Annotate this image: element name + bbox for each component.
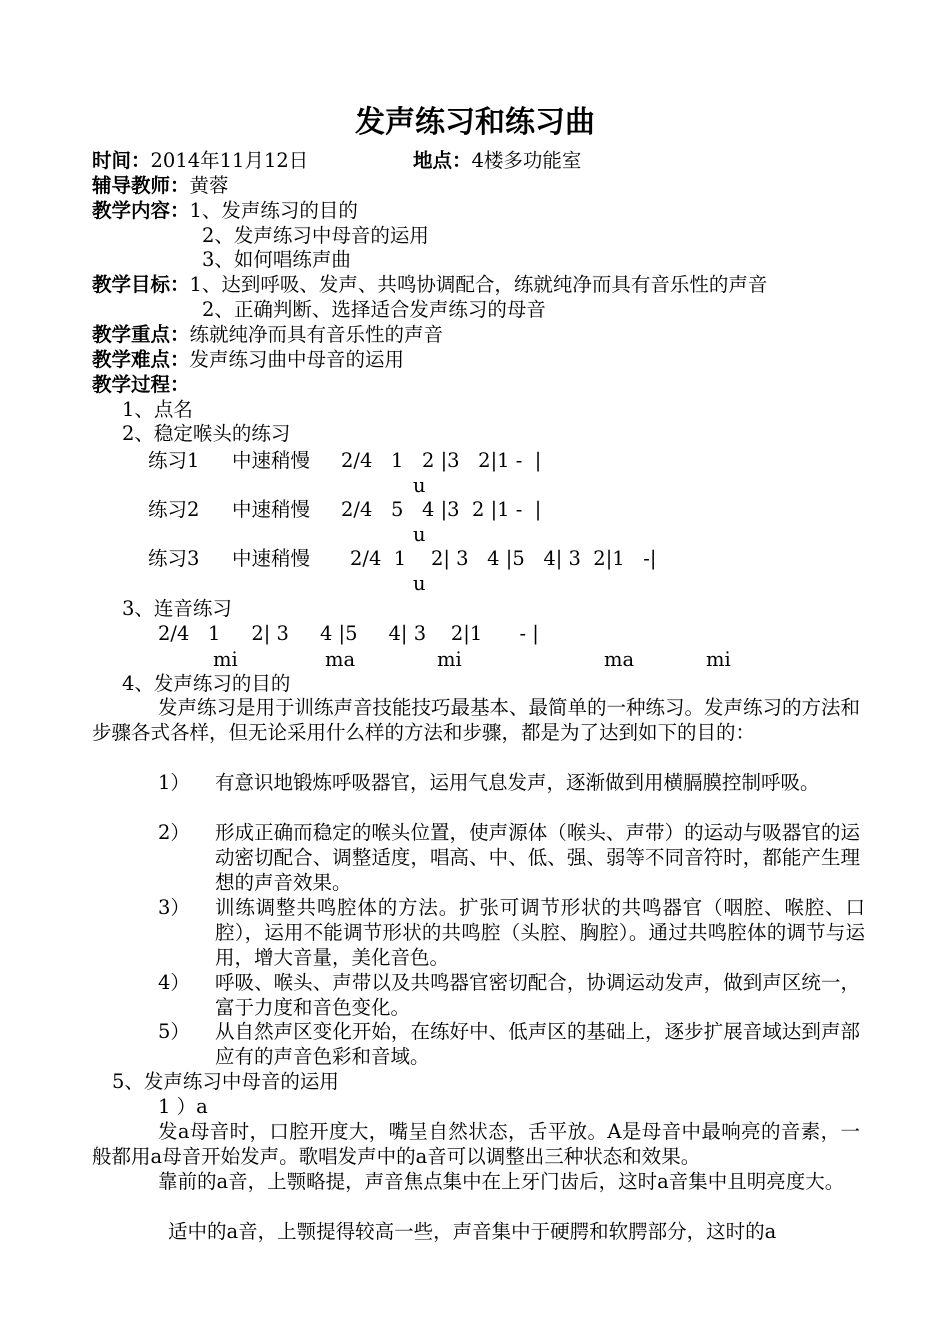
exercise-1-name: 练习1 (148, 449, 200, 472)
process-label: 教学过程： (92, 373, 190, 396)
exercise-3-syllable: u (413, 572, 426, 595)
exercise-2-notes: 2/4 5 4 |3 2 |1 - | (341, 498, 542, 521)
content-item: 3、如何唱练声曲 (202, 248, 351, 271)
purpose-text: 训练调整共鸣腔体的方法。扩张可调节形状的共鸣器官（咽腔、喉腔、口腔），运用不能调节形状的共鸣腔（头腔、胸腔）。通过共鸣腔体的调节与运用，增大音量，美化音色。 (215, 896, 865, 969)
purpose-intro: 发声练习是用于训练声音技能技巧最基本、最简单的一种练习。发声练习的方法和步骤各式各样，但无论采用什么样的方法和步骤，都是为了达到如下的目的： (92, 696, 861, 744)
vowel-a-title: 1 ）a (158, 1095, 208, 1118)
place-label: 地点： (413, 149, 472, 172)
step-3: 3、连音练习 (122, 597, 232, 620)
time-row (92, 149, 308, 173)
vowel-a-paragraph: 发a母音时，口腔开度大，嘴呈自然状态，舌平放。A是母音中最响亮的音素，一般都用a母音开始发声。歌唱发声中的a音可以调整出三种状态和效果。 (92, 1120, 860, 1168)
step-2: 2、稳定喉头的练习 (122, 422, 291, 445)
legato-syllable: mi (213, 648, 238, 671)
legato-syllable: ma (604, 648, 635, 671)
purpose-text: 形成正确而稳定的喉头位置，使声源体（喉头、声带）的运动与吸器官的运动密切配合、调整适度，唱高、中、低、强、弱等不同音符时，都能产生理想的声音效果。 (215, 821, 860, 894)
content-item: 2、发声练习中母音的运用 (202, 224, 429, 247)
difficulty-value: 发声练习曲中母音的运用 (189, 348, 405, 371)
difficulty-row (92, 348, 404, 372)
purpose-text: 有意识地锻炼呼吸器官，运用气息发声，逐渐做到用横膈膜控制呼吸。 (215, 771, 820, 794)
content-item: 1、发声练习的目的 (189, 199, 358, 222)
goal-row (92, 273, 767, 297)
vowel-a-paragraph: 靠前的a音，上颚略提，声音焦点集中在上牙门齿后，这时a音集中且明亮度大。 (158, 1170, 845, 1193)
purpose-text: 呼吸、喉头、声带以及共鸣器官密切配合，协调运动发声，做到声区统一， 富于力度和音色变化。 (215, 971, 860, 1019)
exercise-3-notes: 2/4 1 2| 3 4 |5 4| 3 2|1 -| (350, 547, 657, 570)
exercise-2-syllable: u (413, 523, 426, 546)
legato-syllable: ma (325, 648, 356, 671)
goal-label: 教学目标： (92, 273, 190, 296)
goal-item: 1、达到呼吸、发声、共鸣协调配合，练就纯净而具有音乐性的声音 (189, 273, 768, 296)
goal-item: 2、正确判断、选择适合发声练习的母音 (202, 298, 546, 321)
focus-label: 教学重点： (92, 323, 190, 346)
purpose-num: 4） (158, 971, 190, 994)
purpose-num: 5） (158, 1020, 190, 1043)
place-value: 4楼多功能室 (471, 149, 582, 172)
exercise-3-name: 练习3 (148, 547, 200, 570)
time-value: 2014年11月12日 (150, 149, 309, 172)
purpose-text: 从自然声区变化开始，在练好中、低声区的基础上，逐步扩展音域达到声部应有的声音色彩和音域。 (215, 1020, 860, 1068)
exercise-3-tempo: 中速稍慢 (232, 547, 311, 570)
legato-notes: 2/4 1 2| 3 4 |5 4| 3 2|1 - | (158, 622, 539, 645)
exercise-1-syllable: u (413, 474, 426, 497)
difficulty-label: 教学难点： (92, 348, 190, 371)
legato-syllable: mi (437, 648, 462, 671)
page-title: 发声练习和练习曲 (355, 105, 595, 140)
purpose-num: 2） (158, 821, 190, 844)
step-5: 5、发声练习中母音的运用 (112, 1070, 339, 1093)
focus-row (92, 323, 443, 347)
purpose-num: 1） (158, 771, 190, 794)
vowel-a-paragraph: 适中的a音，上颚提得较高一些，声音集中于硬腭和软腭部分，这时的a (168, 1220, 777, 1243)
teacher-row (92, 174, 229, 198)
content-row (92, 199, 358, 223)
step-1: 1、点名 (122, 398, 193, 421)
exercise-2-tempo: 中速稍慢 (232, 498, 311, 521)
place-row (413, 149, 581, 173)
exercise-1-tempo: 中速稍慢 (232, 449, 311, 472)
step-4: 4、发声练习的目的 (122, 672, 291, 695)
purpose-num: 3） (158, 896, 190, 919)
legato-syllable: mi (706, 648, 731, 671)
focus-value: 练就纯净而具有音乐性的声音 (189, 323, 444, 346)
time-label: 时间： (92, 149, 151, 172)
content-label: 教学内容： (92, 199, 190, 222)
teacher-value: 黄蓉 (189, 174, 229, 197)
teacher-label: 辅导教师： (92, 174, 190, 197)
exercise-1-notes: 2/4 1 2 |3 2|1 - | (341, 449, 542, 472)
exercise-2-name: 练习2 (148, 498, 200, 521)
